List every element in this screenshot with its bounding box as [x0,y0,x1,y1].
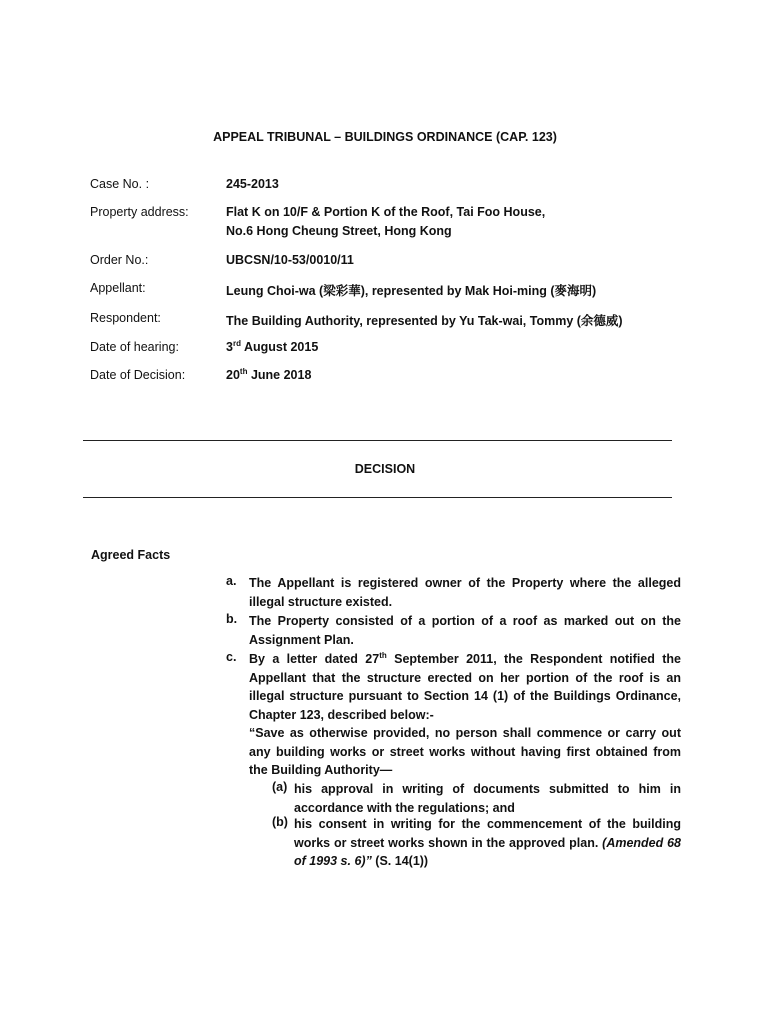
decision-date-label: Date of Decision: [90,368,186,382]
fact-c-text-start: By a letter dated 27 [249,652,380,666]
agreed-facts-heading: Agreed Facts [91,548,171,562]
appellant-label: Appellant: [90,281,146,295]
hearing-day: 3 [226,340,233,354]
decision-date-value [226,368,311,382]
decision-heading: DECISION [354,462,416,476]
fact-c-text [249,650,681,724]
fact-a [226,574,681,611]
property-address-label: Property address: [90,205,189,219]
decision-day-suffix: th [239,366,248,376]
respondent-value: The Building Authority, represented by Yu Tak-wai, Tommy (余德威) [226,314,623,328]
fact-c [226,650,681,724]
sub-b-body: his consent in writing for the commencement of the building works or street works shown in the approved plan. [294,817,681,850]
decision-month-year: June 2018 [247,368,312,382]
sub-a-text: his approval in writing of documents submitted to him in accordance with the regulations; and [294,782,681,815]
fact-b-marker: b. [226,612,238,626]
appellant-value: Leung Choi-wa (梁彩華), represented by Mak Hoi-ming (麥海明) [226,284,597,298]
order-no-label: Order No.: [90,253,149,267]
fact-c-day-suffix: th [379,650,387,660]
hearing-date-value [226,340,318,354]
hearing-date-label: Date of hearing: [90,340,179,354]
sub-b-citation: (S. 14(1)) [371,854,429,868]
hearing-day-suffix: rd [232,338,241,348]
statute-quote: “Save as otherwise provided, no person shall commence or carry out any building works or street works without having first obtained from the Building Authority— [249,726,681,777]
fact-a-text: The Appellant is registered owner of the Property where the alleged illegal structure existed. [249,576,681,609]
fact-c-text-rest: September 2011, the Respondent notified the Appellant that the structure erected on her portion of the roof is an illegal structure pursuant to Section 14 (1) of the Buildings Ordinance, Chapter 123, described below:- [249,652,681,722]
fact-c-marker: c. [226,650,237,664]
sub-b-text [294,815,681,871]
top-divider [83,440,672,441]
statute-sub-b [272,815,681,871]
bottom-divider [83,497,672,498]
fact-b [226,612,681,649]
sub-a-marker: (a) [272,780,288,794]
decision-day: 20 [226,368,240,382]
sub-b-marker: (b) [272,815,288,829]
document-title: APPEAL TRIBUNAL – BUILDINGS ORDINANCE (CAP. 123) [213,130,557,144]
fact-a-marker: a. [226,574,237,588]
case-no-value: 245-2013 [226,177,279,191]
order-no-value: UBCSN/10-53/0010/11 [226,253,354,267]
hearing-month-year: August 2015 [240,340,319,354]
property-address-line1: Flat K on 10/F & Portion K of the Roof, Tai Foo House, [226,205,546,219]
statute-sub-a [272,780,681,817]
respondent-label: Respondent: [90,311,161,325]
case-no-label: Case No. : [90,177,150,191]
property-address-line2: No.6 Hong Cheung Street, Hong Kong [226,224,452,238]
sub-b-amendment: (Amended 68 of 1993 s. 6)” [294,835,682,868]
fact-b-text: The Property consisted of a portion of a roof as marked out on the Assignment Plan. [249,614,681,647]
